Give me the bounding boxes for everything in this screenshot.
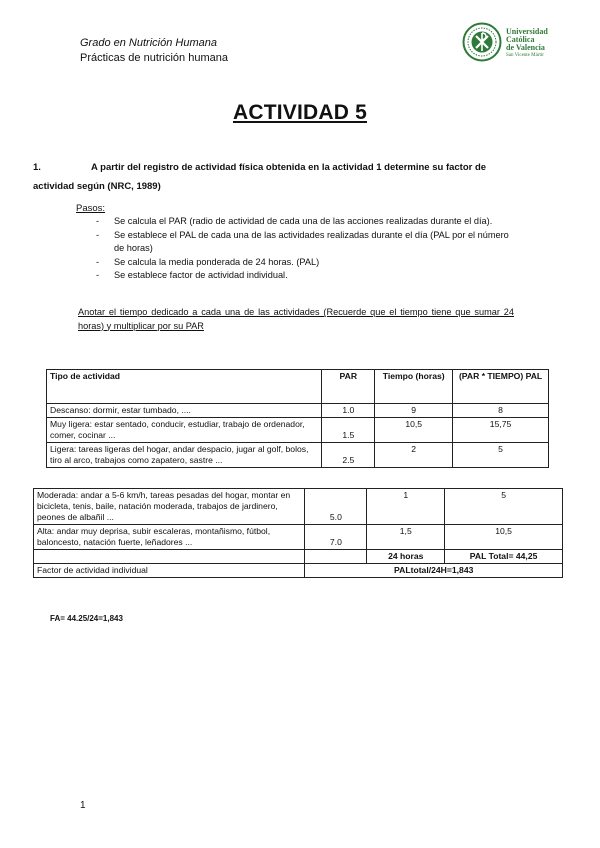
time-cell: 10,5 — [375, 418, 453, 443]
activity-cell: Ligera: tareas ligeras del hogar, andar despacio, jugar al golf, bolos, tiro al arco, trabajos como zapatero, sastre ... — [47, 443, 322, 468]
activity-cell: Descanso: dormir, estar tumbado, .... — [47, 404, 322, 418]
par-cell: 7.0 — [305, 525, 367, 550]
question-number: 1. — [33, 162, 41, 173]
instruction-text: Anotar el tiempo dedicado a cada una de las actividades (Recuerde que el tiempo tiene que sumar 24 horas) y multiplicar por su PAR — [78, 307, 514, 331]
pal-cell: 5 — [453, 443, 549, 468]
pal-cell: 8 — [453, 404, 549, 418]
activity-table-bottom — [33, 488, 563, 578]
logo-line-4: San Vicente Mártir — [506, 53, 544, 58]
pal-cell: 10,5 — [445, 525, 563, 550]
logo-text — [506, 28, 548, 60]
factor-row — [34, 564, 563, 578]
logo-line-1: Universidad — [506, 27, 548, 36]
course-name: Grado en Nutrición Humana — [80, 37, 217, 49]
factor-value-cell: PALtotal/24H=1,843 — [305, 564, 563, 578]
time-cell: 9 — [375, 404, 453, 418]
header-time: Tiempo (horas) — [375, 370, 453, 404]
time-cell: 2 — [375, 443, 453, 468]
table-row — [34, 489, 563, 525]
pal-cell: 5 — [445, 489, 563, 525]
totals-row — [34, 550, 563, 564]
total-time-cell: 24 horas — [367, 550, 445, 564]
logo-line-3: de Valencia — [506, 43, 545, 52]
page-title: ACTIVIDAD 5 — [232, 101, 368, 124]
page-number: 1 — [80, 800, 86, 811]
university-logo — [462, 22, 562, 62]
table-row — [47, 443, 549, 468]
time-cell: 1,5 — [367, 525, 445, 550]
university-seal-icon — [462, 22, 502, 62]
header-pal: (PAR * TIEMPO) PAL — [453, 370, 549, 404]
empty-cell — [305, 550, 367, 564]
question-text: A partir del registro de actividad física obtenida en la actividad 1 determine su factor de actividad según (NRC, 1989) — [33, 162, 487, 192]
step-item: - Se calcula la media ponderada de 24 horas. (PAL) — [96, 256, 516, 270]
activity-cell: Muy ligera: estar sentado, conducir, estudiar, trabajo de ordenador, comer, cocinar ... — [47, 418, 322, 443]
header-par: PAR — [322, 370, 375, 404]
pal-cell: 15,75 — [453, 418, 549, 443]
step-item: - Se establece el PAL de cada una de las actividades realizadas durante el día (PAL por el número de horas) — [96, 229, 516, 256]
table-row — [34, 525, 563, 550]
factor-label-cell: Factor de actividad individual — [34, 564, 305, 578]
par-cell: 5.0 — [305, 489, 367, 525]
activity-cell: Moderada: andar a 5-6 km/h, tareas pesadas del hogar, montar en bicicleta, tenis, baile, natación moderada, trabajos de jardinero, peones de albañil ... — [34, 489, 305, 525]
table-row — [47, 418, 549, 443]
par-cell: 1.5 — [322, 418, 375, 443]
fa-result: FA= 44.25/24=1,843 — [50, 614, 123, 623]
steps-list — [96, 215, 516, 283]
par-cell: 2.5 — [322, 443, 375, 468]
activity-cell: Alta: andar muy deprisa, subir escaleras, montañismo, fútbol, baloncesto, natación fuerte, leñadores ... — [34, 525, 305, 550]
table-header-row — [47, 370, 549, 404]
step-item: - Se establece factor de actividad individual. — [96, 269, 516, 283]
header-activity-type: Tipo de actividad — [47, 370, 322, 404]
par-cell: 1.0 — [322, 404, 375, 418]
subject-name: Prácticas de nutrición humana — [80, 52, 228, 64]
logo-line-2: Católica — [506, 35, 535, 44]
table-row — [47, 404, 549, 418]
question-1 — [33, 158, 523, 196]
total-pal-cell: PAL Total= 44,25 — [445, 550, 563, 564]
time-cell: 1 — [367, 489, 445, 525]
empty-cell — [34, 550, 305, 564]
activity-table-top — [46, 369, 549, 468]
step-item: - Se calcula el PAR (radio de actividad de cada una de las acciones realizadas durante el día). — [96, 215, 516, 229]
steps-label: Pasos: — [76, 203, 106, 214]
